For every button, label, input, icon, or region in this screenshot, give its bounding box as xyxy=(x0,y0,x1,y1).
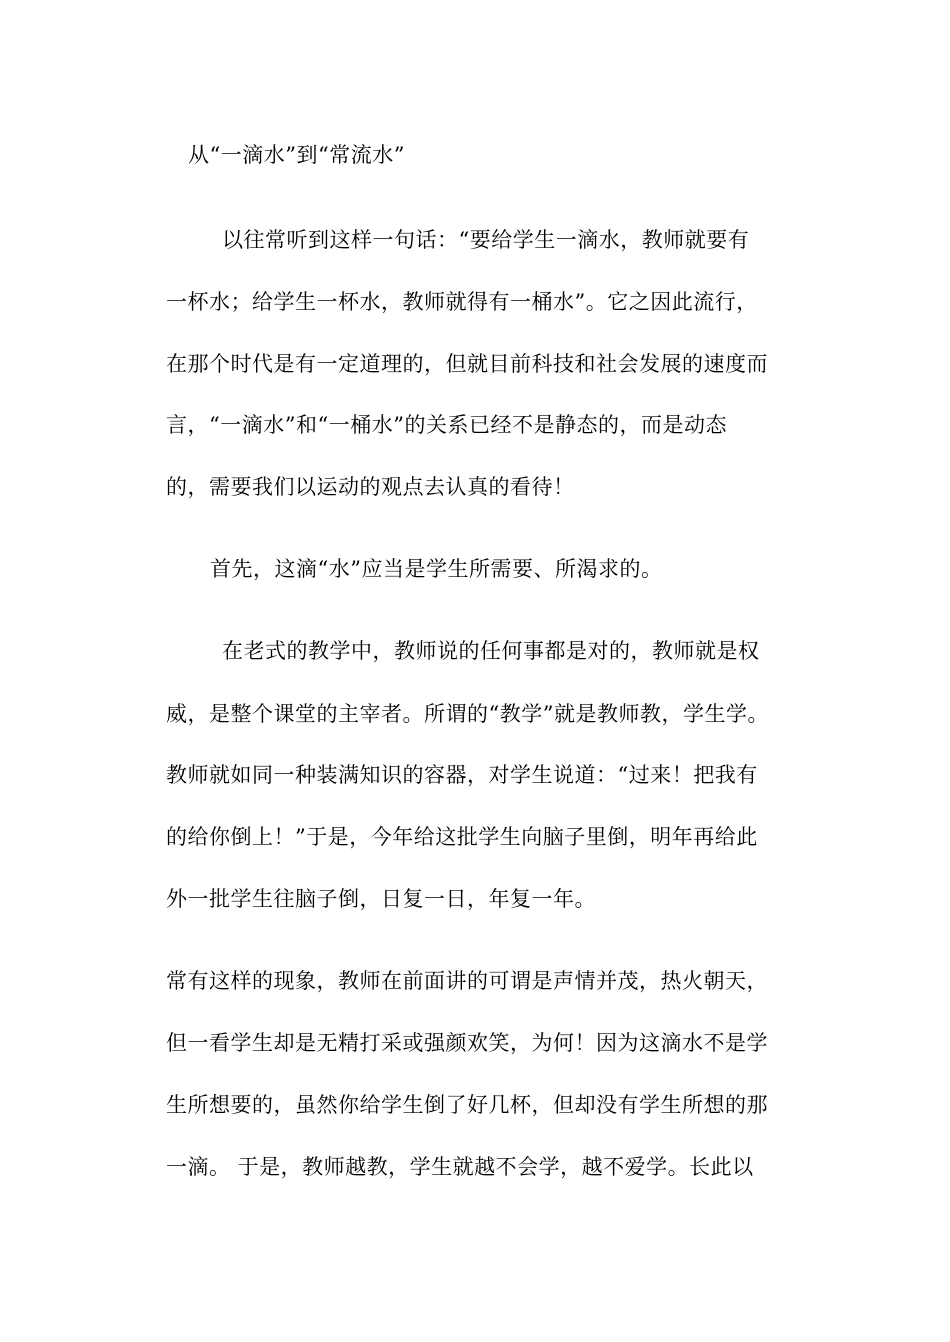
paragraph-4-line-2: 但一看学生却是无精打采或强颜欢笑，为何！因为这滴水不是学 xyxy=(166,1031,768,1055)
paragraph-1-line-2: 一杯水；给学生一杯水，教师就得有一桶水”。它之因此流行， xyxy=(166,290,758,314)
paragraph-3-line-1: 在老式的教学中，教师说的任何事都是对的，教师就是权 xyxy=(222,639,760,663)
paragraph-4-line-3: 生所想要的，虽然你给学生倒了好几杯，但却没有学生所想的那 xyxy=(166,1093,768,1117)
paragraph-2-line-1: 首先，这滴“水”应当是学生所需要、所渴求的。 xyxy=(210,557,663,581)
paragraph-1-line-4: 言，“一滴水”和“一桶水”的关系已经不是静态的，而是动态 xyxy=(166,413,727,437)
paragraph-3-line-3: 教师就如同一种装满知识的容器，对学生说道：“过来！把我有 xyxy=(166,763,758,787)
paragraph-1-line-1: 以往常听到这样一句话：“要给学生一滴水，教师就要有 xyxy=(222,228,750,252)
paragraph-4-line-4: 一滴。 于是，教师越教，学生就越不会学，越不爱学。长此以 xyxy=(166,1155,754,1179)
paragraph-3-line-5: 外一批学生往脑子倒，日复一日，年复一年。 xyxy=(166,887,596,911)
paragraph-3-line-2: 威，是整个课堂的主宰者。所谓的“教学”就是教师教，学生学。 xyxy=(166,702,769,726)
document-title: 从“一滴水”到“常流水” xyxy=(188,143,405,167)
paragraph-3-line-4: 的给你倒上！”于是，今年给这批学生向脑子里倒，明年再给此 xyxy=(166,825,758,849)
paragraph-1-line-3: 在那个时代是有一定道理的，但就目前科技和社会发展的速度而 xyxy=(166,352,768,376)
paragraph-1-line-5: 的，需要我们以运动的观点去认真的看待！ xyxy=(166,475,575,499)
paragraph-4-line-1: 常有这样的现象，教师在前面讲的可谓是声情并茂，热火朝天， xyxy=(166,969,768,993)
